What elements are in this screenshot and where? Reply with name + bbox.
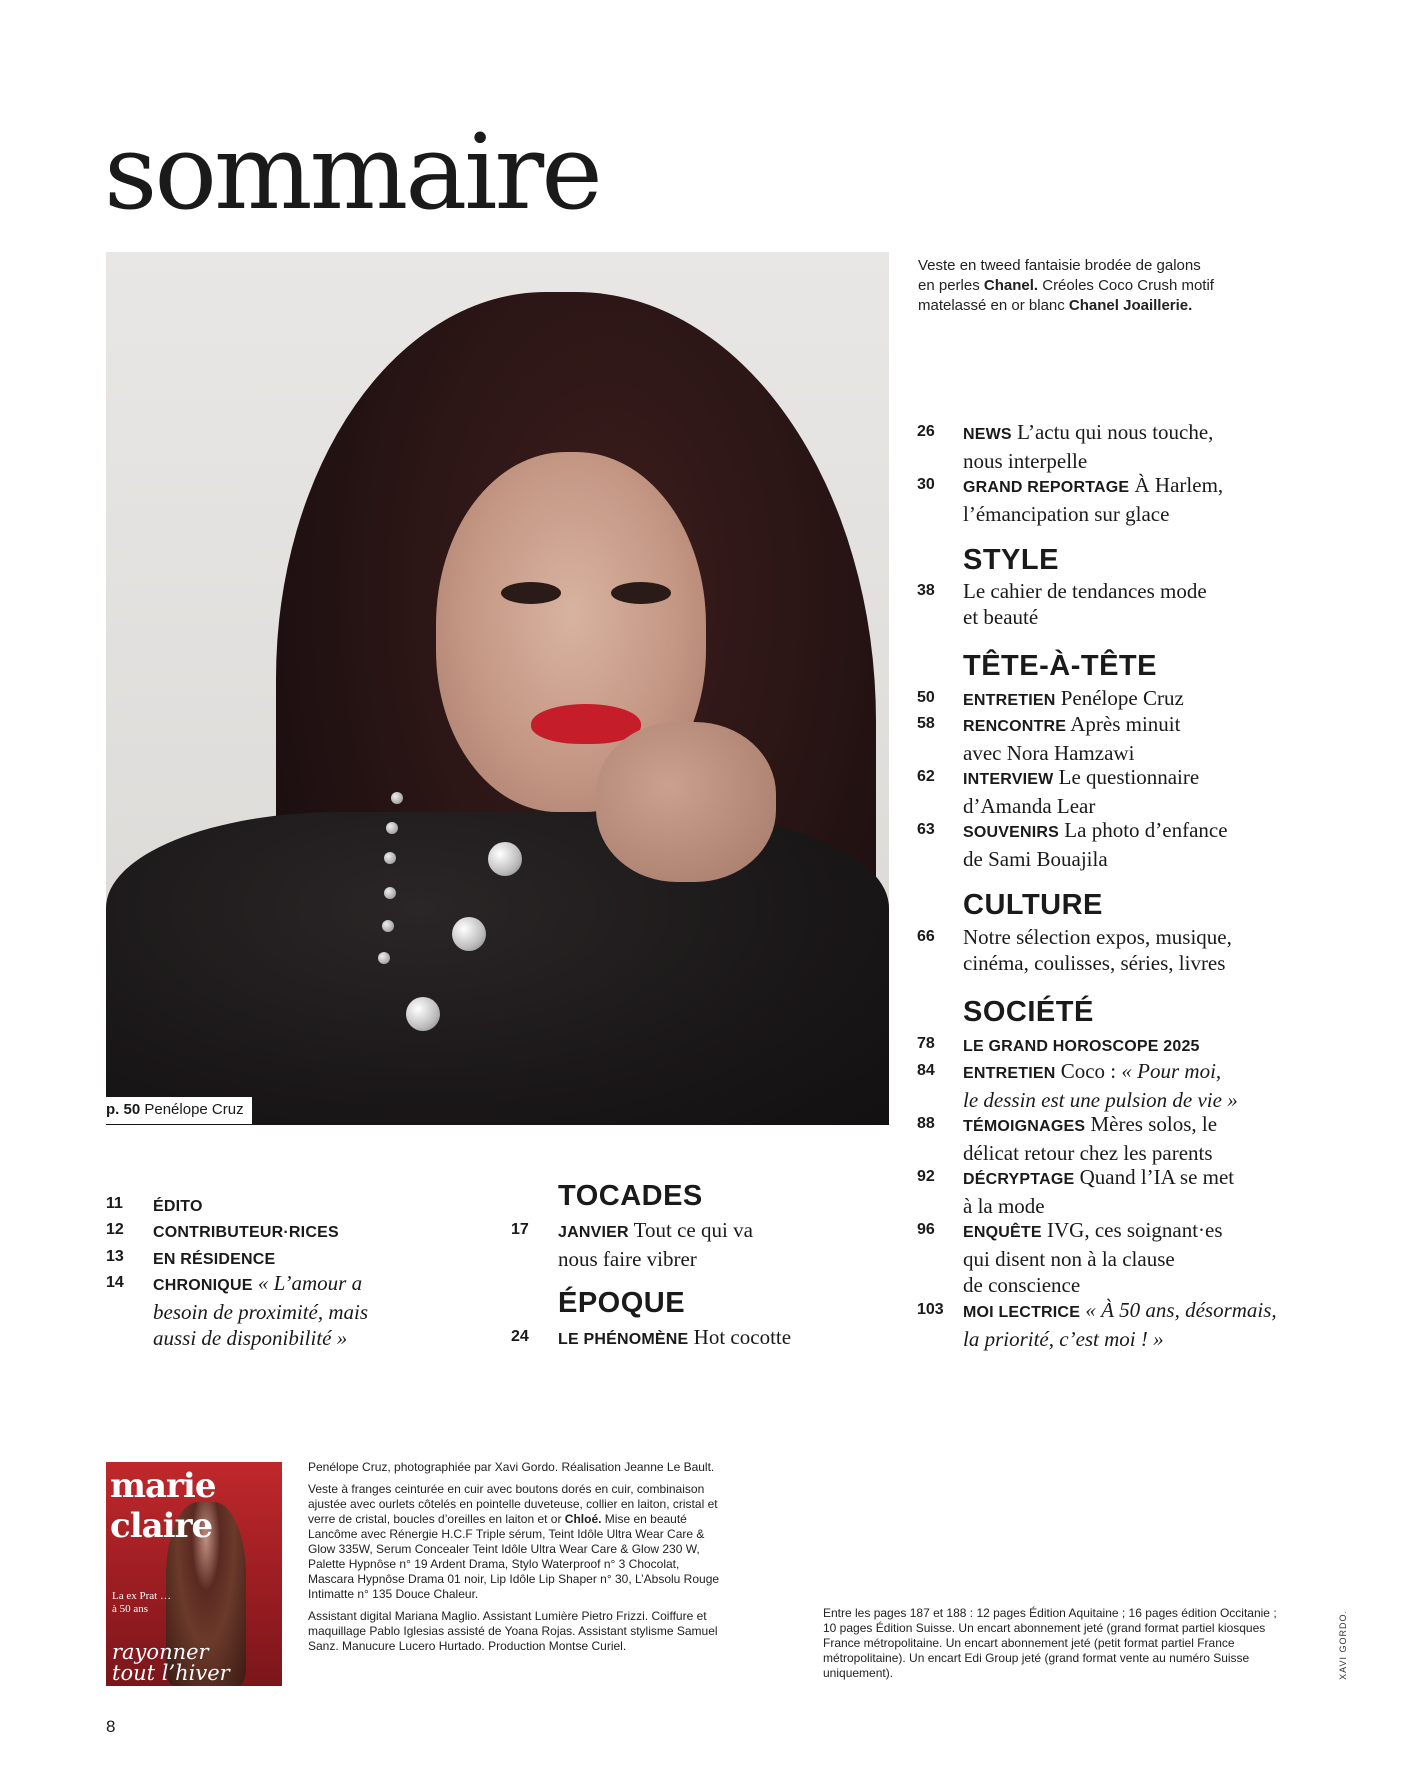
photo-caption [106,1097,252,1124]
toc-entry-janvier[interactable] [558,1217,753,1272]
toc-page-num: 50 [917,689,935,706]
toc-text: d’Amanda Lear [963,794,1096,818]
toc-page-num: 30 [917,476,935,493]
cover-logo: marie claire [110,1466,216,1546]
credits-paragraph [308,1482,728,1602]
section-heading-epoque: ÉPOQUE [558,1287,686,1319]
toc-keyword: ENTRETIEN [963,692,1056,709]
toc-keyword: ÉDITO [153,1198,203,1215]
toc-text: qui disent non à la clause [963,1247,1175,1271]
credits-text: Mise en beauté Lancôme avec Rénergie H.C.F Triple sérum, Teint Idôle Ultra Wear Care & Glow 335W, Serum Concealer Teint Idôle Ultra Wear Care & Glow 230 W, Palette Hypnôse n° 19 Ardent Drama, Stylo Waterproof n° 3 Chocolat, Mascara Hypnôse Drama 01 noir, Lip Idôle Lip Shaper n° 30, L’Absolu Rouge Intimatte n° 135 Douce Chaleur. [308,1512,720,1601]
toc-page-num: 26 [917,423,935,440]
toc-entry-contributeurs[interactable] [153,1217,339,1246]
toc-text: avec Nora Hamzawi [963,741,1135,765]
toc-text: Penélope Cruz [1060,686,1184,710]
toc-page-num: 78 [917,1035,935,1052]
toc-quote: « L’amour a [257,1271,363,1295]
toc-text: à la mode [963,1194,1045,1218]
toc-entry-culture[interactable] [963,924,1232,976]
toc-quote: aussi de disponibilité » [153,1326,348,1350]
toc-entry-chronique[interactable] [153,1270,368,1351]
credits-brand: Chloé. [564,1512,602,1526]
toc-keyword: ENTRETIEN [963,1065,1056,1082]
outfit-credit [918,256,1218,316]
toc-keyword: SOUVENIRS [963,824,1060,841]
toc-page-num: 58 [917,715,935,732]
magazine-cover-thumbnail [106,1462,282,1686]
credits-paragraph: Penélope Cruz, photographiée par Xavi Gordo. Réalisation Jeanne Le Bault. [308,1460,715,1474]
toc-keyword: DÉCRYPTAGE [963,1171,1075,1188]
toc-text: Le questionnaire [1058,765,1200,789]
toc-keyword: CONTRIBUTEUR·RICES [153,1224,339,1241]
toc-text: L’actu qui nous touche, [1017,420,1214,444]
toc-text: cinéma, coulisses, séries, livres [963,951,1226,975]
toc-page-num: 88 [917,1115,935,1132]
toc-entry-entretien[interactable] [963,685,1184,714]
toc-text: nous interpelle [963,449,1088,473]
toc-quote: la priorité, c’est moi ! » [963,1327,1164,1351]
toc-entry-entretien-coco[interactable] [963,1058,1238,1113]
toc-keyword: RENCONTRE [963,718,1067,735]
section-heading-culture: CULTURE [963,889,1103,921]
toc-page-num: 63 [917,821,935,838]
toc-keyword: CHRONIQUE [153,1277,253,1294]
caption-page: p. 50 [106,1101,141,1118]
toc-keyword: LE PHÉNOMÈNE [558,1331,689,1348]
toc-quote: besoin de proximité, mais [153,1300,369,1324]
toc-quote: le dessin est une pulsion de vie » [963,1088,1238,1112]
toc-page-num: 14 [106,1274,124,1291]
toc-keyword: INTERVIEW [963,771,1054,788]
toc-page-num: 96 [917,1221,935,1238]
toc-page-num: 11 [106,1195,123,1212]
credit-text: Veste en tweed fantaisie brodée de galons en perles [918,257,1201,294]
toc-entry-grand-reportage[interactable] [963,472,1223,527]
toc-text: Notre sélection expos, musique, [963,925,1232,949]
page-title: sommaire [104,111,600,233]
toc-keyword: JANVIER [558,1224,629,1241]
credits-paragraph: Assistant digital Mariana Maglio. Assistant Lumière Pietro Frizzi. Coiffure et maquillage Pablo Iglesias assisté de Yoana Rojas. Assistant stylisme Samuel Sanz. Manucure Lucero Hurtado. Production Montse Curiel. [308,1609,718,1653]
toc-text: nous faire vibrer [558,1247,697,1271]
toc-page-num: 84 [917,1062,935,1079]
toc-page-num: 13 [106,1248,124,1265]
page-number: 8 [106,1717,116,1736]
toc-page-num: 12 [106,1221,124,1238]
toc-text: Mères solos, le [1090,1112,1218,1136]
toc-entry-horoscope[interactable] [963,1031,1200,1060]
cover-tagline-big [112,1642,230,1684]
credit-text: Créoles Coco Crush motif matelassé en or blanc [918,277,1214,314]
toc-entry-decryptage[interactable] [963,1164,1234,1219]
toc-text: et beauté [963,605,1039,629]
toc-keyword: ENQUÊTE [963,1224,1042,1241]
toc-text: Coco : [1060,1059,1122,1083]
inserts-notice: Entre les pages 187 et 188 : 12 pages Édition Aquitaine ; 16 pages édition Occitanie ; 10 pages Édition Suisse. Un encart abonnement jeté (grand format partiel kiosques France métropolitaine. Un encart abonnement jeté (petit format partiel France métropolitaine). Un encart Edi Group jeté (grand format vente au numéro Suisse uniquement). [823,1606,1277,1680]
toc-entry-phenomene[interactable] [558,1324,791,1353]
cover-tagline-small: La ex Prat … à 50 ans [112,1590,171,1615]
toc-keyword: TÉMOIGNAGES [963,1118,1086,1135]
toc-text: Après minuit [1070,712,1181,736]
toc-page-num: 66 [917,928,935,945]
toc-page-num: 24 [511,1328,529,1345]
toc-entry-souvenirs[interactable] [963,817,1228,872]
toc-page-num: 38 [917,582,935,599]
photographer-credit: XAVI GORDO. [1338,1610,1348,1680]
toc-page-num: 62 [917,768,935,785]
cover-tagline-line: tout l’hiver [112,1661,230,1685]
toc-text: de conscience [963,1273,1081,1297]
toc-keyword: LE GRAND HOROSCOPE 2025 [963,1038,1200,1055]
toc-text: l’émancipation sur glace [963,502,1170,526]
toc-entry-enquete[interactable] [963,1217,1223,1298]
toc-text: Hot cocotte [693,1325,792,1349]
toc-entry-interview[interactable] [963,764,1199,819]
toc-text: Tout ce qui va [633,1218,753,1242]
toc-keyword: EN RÉSIDENCE [153,1251,276,1268]
toc-entry-rencontre[interactable] [963,711,1180,766]
caption-name: Penélope Cruz [144,1101,244,1118]
toc-text: délicat retour chez les parents [963,1141,1213,1165]
toc-text: À Harlem, [1134,473,1224,497]
toc-entry-edito[interactable] [153,1191,203,1220]
credits-text: Veste à franges ceinturée en cuir avec boutons dorés en cuir, combinaison ajustée avec ourlets côtelés en pointelle duveteuse, collier en laiton, cristal et verre de cristal, boucles d’oreilles en laiton et or [308,1482,718,1526]
toc-entry-moi-lectrice[interactable] [963,1297,1277,1352]
toc-page-num: 92 [917,1168,935,1185]
toc-keyword: MOI LECTRICE [963,1304,1081,1321]
toc-keyword: GRAND REPORTAGE [963,479,1130,496]
section-heading-tete-a-tete: TÊTE-À-TÊTE [963,650,1157,682]
toc-keyword: NEWS [963,426,1012,443]
toc-text: IVG, ces soignant·es [1047,1218,1223,1242]
toc-page-num: 103 [917,1301,944,1318]
toc-entry-news[interactable] [963,419,1213,474]
toc-entry-residence[interactable] [153,1244,275,1273]
toc-entry-temoignages[interactable] [963,1111,1217,1166]
section-heading-tocades: TOCADES [558,1180,703,1212]
section-heading-societe: SOCIÉTÉ [963,996,1094,1028]
section-heading-style: STYLE [963,544,1059,576]
toc-entry-style[interactable] [963,578,1207,630]
toc-text: de Sami Bouajila [963,847,1108,871]
cover-portrait-photo [106,252,889,1125]
toc-page-num: 17 [511,1221,529,1238]
toc-text: Le cahier de tendances mode [963,579,1207,603]
toc-text: La photo d’enfance [1064,818,1228,842]
toc-quote: « Pour moi, [1121,1059,1222,1083]
credit-brand: Chanel. [983,277,1039,294]
toc-text: Quand l’IA se met [1079,1165,1235,1189]
toc-quote: « À 50 ans, désormais, [1085,1298,1277,1322]
photo-credits [308,1460,728,1661]
credit-brand: Chanel Joaillerie. [1068,297,1193,314]
cover-tagline-line: rayonner [112,1640,209,1664]
